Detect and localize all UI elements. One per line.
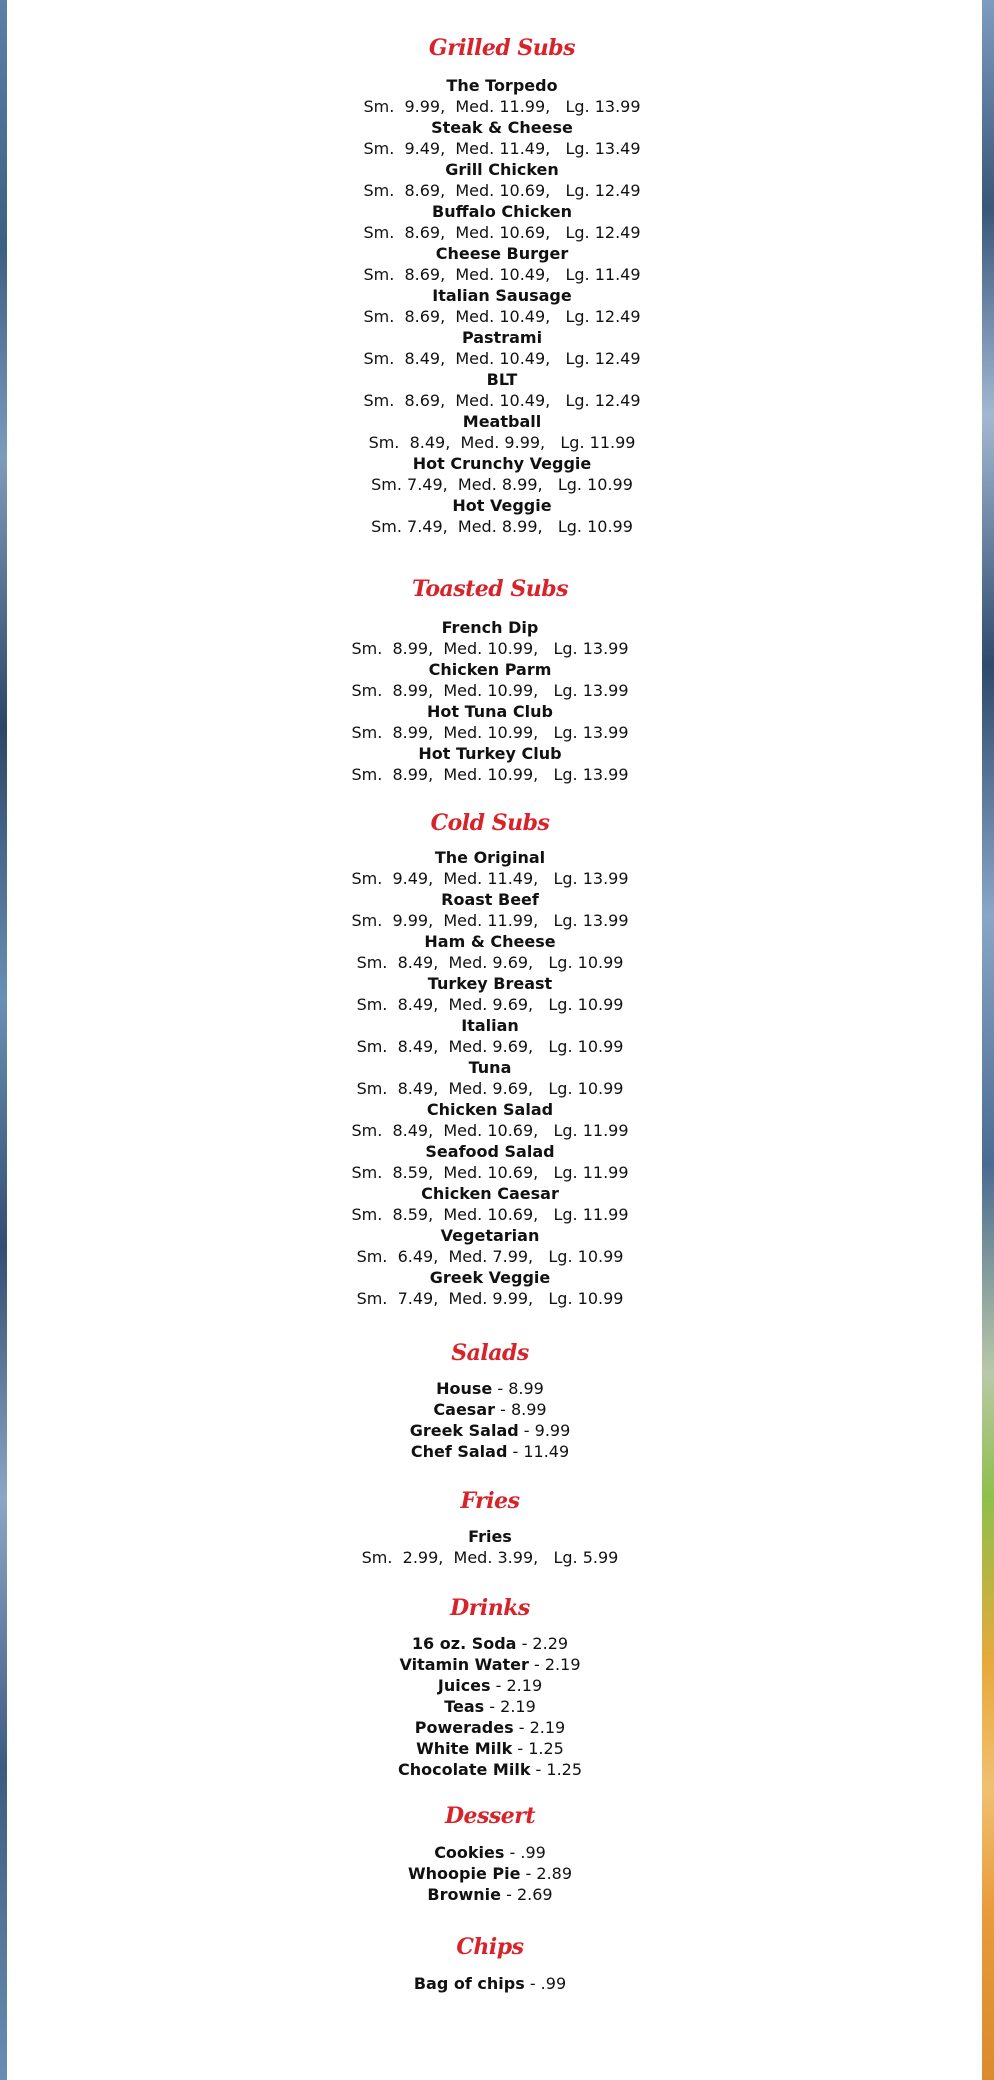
item-price: - 2.19 (513, 1718, 566, 1737)
item-name: House (436, 1379, 493, 1398)
item-name: Fries (468, 1527, 512, 1546)
menu-item (325, 1759, 655, 1780)
item-price: Sm. 8.49, Med. 9.69, Lg. 10.99 (356, 1037, 624, 1056)
item-list (325, 1633, 655, 1780)
item-price: - 2.29 (516, 1634, 569, 1653)
item-name: Powerades (414, 1718, 514, 1737)
menu-item (325, 1441, 655, 1462)
menu-item (325, 617, 655, 659)
item-price: - 9.99 (518, 1421, 571, 1440)
item-name: Caesar (433, 1400, 496, 1419)
background-photo-left-edge (0, 0, 7, 2080)
menu-item (325, 1399, 655, 1420)
menu-item (325, 743, 655, 785)
menu-item (325, 1057, 655, 1099)
item-price: Sm. 8.99, Med. 10.99, Lg. 13.99 (351, 639, 629, 658)
item-price: Sm. 8.99, Med. 10.99, Lg. 13.99 (351, 723, 629, 742)
item-price: Sm. 7.49, Med. 8.99, Lg. 10.99 (371, 475, 633, 494)
item-price: - 1.25 (530, 1760, 583, 1779)
item-name: Whoopie Pie (407, 1864, 521, 1883)
item-price: Sm. 8.49, Med. 10.49, Lg. 12.49 (363, 349, 641, 368)
item-price: Sm. 8.69, Med. 10.49, Lg. 12.49 (363, 391, 641, 410)
item-price: - 2.19 (484, 1697, 536, 1716)
item-name: Cookies (434, 1843, 505, 1862)
item-price: - 2.19 (528, 1655, 581, 1674)
menu-item (325, 1225, 655, 1267)
menu-item (325, 1141, 655, 1183)
item-price: Sm. 7.49, Med. 8.99, Lg. 10.99 (371, 517, 633, 536)
item-price: Sm. 9.49, Med. 11.49, Lg. 13.99 (351, 869, 629, 888)
item-name: Chicken Parm (428, 660, 552, 679)
item-price: Sm. 8.69, Med. 10.49, Lg. 11.49 (363, 265, 641, 284)
item-name: Bag of chips (413, 1974, 525, 1993)
item-price: - 8.99 (495, 1400, 547, 1419)
item-name: Turkey Breast (427, 974, 553, 993)
item-name: Steak & Cheese (431, 118, 573, 137)
item-list (325, 1526, 655, 1568)
section-grilled-subs (337, 33, 667, 537)
item-price: Sm. 8.59, Med. 10.69, Lg. 11.99 (351, 1163, 629, 1182)
section-title: Grilled Subs (428, 35, 576, 61)
section-title: Chips (456, 1934, 524, 1960)
menu-item (325, 1863, 655, 1884)
item-name: Brownie (427, 1885, 501, 1904)
menu-item (325, 1973, 655, 1994)
item-name: White Milk (416, 1739, 513, 1758)
section-salads (325, 1338, 655, 1462)
item-name: Chicken Salad (426, 1100, 554, 1119)
section-title: Drinks (450, 1595, 530, 1621)
item-name: The Original (434, 848, 546, 867)
section-toasted-subs (325, 574, 655, 785)
item-price: Sm. 8.49, Med. 9.69, Lg. 10.99 (356, 953, 624, 972)
item-name: French Dip (441, 618, 539, 637)
item-name: Chef Salad (410, 1442, 508, 1461)
item-name: Italian Sausage (432, 286, 572, 305)
menu-item (337, 285, 667, 327)
item-price: Sm. 8.49, Med. 9.69, Lg. 10.99 (356, 995, 624, 1014)
menu-item (325, 973, 655, 1015)
item-list (325, 847, 655, 1309)
section-cold-subs (325, 808, 655, 1309)
item-name: BLT (486, 370, 518, 389)
item-price: - .99 (504, 1843, 546, 1862)
background-photo-right-edge (982, 0, 994, 2080)
menu-item (337, 495, 667, 537)
item-price: Sm. 8.99, Med. 10.99, Lg. 13.99 (351, 681, 629, 700)
item-name: Pastrami (461, 328, 543, 347)
item-name: Hot Crunchy Veggie (412, 454, 592, 473)
item-name: Hot Veggie (452, 496, 552, 515)
section-title: Toasted Subs (411, 576, 568, 602)
item-name: 16 oz. Soda (411, 1634, 517, 1653)
item-name: Roast Beef (441, 890, 539, 909)
menu-item (325, 1633, 655, 1654)
menu-item (325, 1183, 655, 1225)
menu-item (325, 1884, 655, 1905)
item-price: - 2.89 (520, 1864, 573, 1883)
menu-item (325, 659, 655, 701)
section-title: Fries (460, 1488, 520, 1514)
section-title: Dessert (444, 1803, 536, 1829)
menu-item (325, 1654, 655, 1675)
section-chips (325, 1932, 655, 1994)
item-price: Sm. 2.99, Med. 3.99, Lg. 5.99 (361, 1548, 619, 1567)
menu-item (337, 369, 667, 411)
item-name: Italian (461, 1016, 519, 1035)
item-price: Sm. 8.69, Med. 10.69, Lg. 12.49 (363, 181, 641, 200)
item-name: Buffalo Chicken (432, 202, 572, 221)
section-drinks (325, 1593, 655, 1780)
item-list (325, 617, 655, 785)
menu-item (325, 1099, 655, 1141)
section-title: Salads (451, 1340, 529, 1366)
menu-item (325, 1420, 655, 1441)
item-price: Sm. 8.49, Med. 9.69, Lg. 10.99 (356, 1079, 624, 1098)
menu-item (325, 889, 655, 931)
menu-item (325, 1015, 655, 1057)
item-name: Hot Turkey Club (418, 744, 562, 763)
item-name: Teas (444, 1697, 485, 1716)
menu-item (337, 327, 667, 369)
menu-item (337, 453, 667, 495)
item-name: Meatball (462, 412, 542, 431)
section-fries (325, 1486, 655, 1568)
item-price: Sm. 7.49, Med. 9.99, Lg. 10.99 (356, 1289, 624, 1308)
item-name: Hot Tuna Club (427, 702, 553, 721)
item-name: Cheese Burger (435, 244, 569, 263)
item-price: Sm. 8.49, Med. 10.69, Lg. 11.99 (351, 1121, 629, 1140)
menu-item (325, 1696, 655, 1717)
item-name: Seafood Salad (425, 1142, 555, 1161)
item-list (325, 1378, 655, 1462)
menu-item (337, 243, 667, 285)
menu-item (337, 75, 667, 117)
menu-item (325, 931, 655, 973)
item-price: - 11.49 (507, 1442, 570, 1461)
item-price: - 2.19 (490, 1676, 543, 1695)
section-dessert (325, 1801, 655, 1905)
menu-page (7, 0, 982, 2080)
menu-item (325, 701, 655, 743)
item-price: - 8.99 (492, 1379, 544, 1398)
item-name: Vegetarian (440, 1226, 540, 1245)
item-price: Sm. 8.69, Med. 10.49, Lg. 12.49 (363, 307, 641, 326)
menu-item (337, 411, 667, 453)
item-list (337, 75, 667, 537)
item-price: Sm. 9.99, Med. 11.99, Lg. 13.99 (363, 97, 641, 116)
item-price: Sm. 9.49, Med. 11.49, Lg. 13.49 (363, 139, 641, 158)
menu-item (325, 847, 655, 889)
item-name: Chicken Caesar (421, 1184, 559, 1203)
item-price: - 1.25 (512, 1739, 564, 1758)
item-name: Greek Salad (409, 1421, 519, 1440)
item-price: Sm. 8.59, Med. 10.69, Lg. 11.99 (351, 1205, 629, 1224)
menu-item (325, 1675, 655, 1696)
item-price: Sm. 9.99, Med. 11.99, Lg. 13.99 (351, 911, 629, 930)
item-name: Tuna (468, 1058, 512, 1077)
item-price: Sm. 8.99, Med. 10.99, Lg. 13.99 (351, 765, 629, 784)
item-name: Grill Chicken (445, 160, 559, 179)
menu-item (325, 1842, 655, 1863)
item-name: Ham & Cheese (424, 932, 556, 951)
section-title: Cold Subs (430, 810, 550, 836)
menu-item (337, 117, 667, 159)
item-name: Chocolate Milk (397, 1760, 531, 1779)
menu-item (337, 201, 667, 243)
item-price: Sm. 8.69, Med. 10.69, Lg. 12.49 (363, 223, 641, 242)
item-price: - .99 (524, 1974, 567, 1993)
item-name: Vitamin Water (399, 1655, 529, 1674)
menu-item (325, 1738, 655, 1759)
menu-item (325, 1267, 655, 1309)
item-price: Sm. 8.49, Med. 9.99, Lg. 11.99 (368, 433, 636, 452)
menu-item (325, 1378, 655, 1399)
item-list (325, 1973, 655, 1994)
item-price: - 2.69 (501, 1885, 553, 1904)
menu-item (325, 1717, 655, 1738)
item-list (325, 1842, 655, 1905)
item-name: Greek Veggie (429, 1268, 551, 1287)
menu-item (325, 1526, 655, 1568)
menu-item (337, 159, 667, 201)
item-name: The Torpedo (446, 76, 558, 95)
item-name: Juices (437, 1676, 491, 1695)
item-price: Sm. 6.49, Med. 7.99, Lg. 10.99 (356, 1247, 624, 1266)
